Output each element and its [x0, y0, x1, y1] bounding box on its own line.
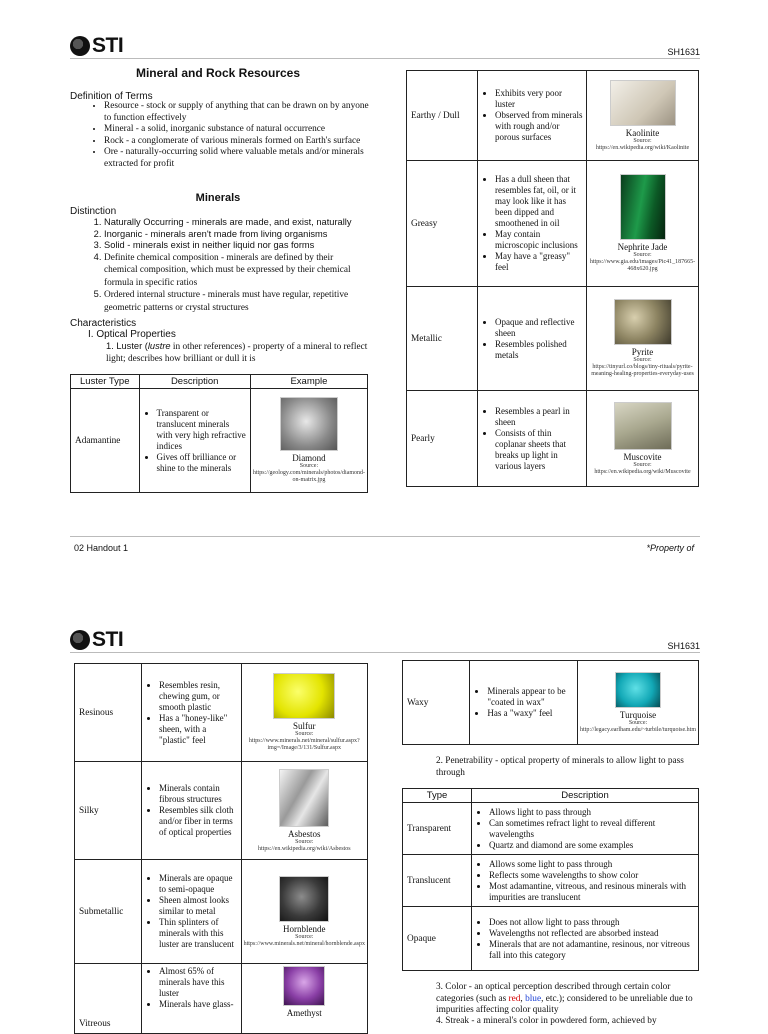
desc-item: • Most adamantine, vitreous, and resinous minerals with impurities are translucent: [489, 881, 695, 903]
table-row: [407, 287, 699, 391]
desc-item: • Sheen almost looks similar to metal: [159, 895, 238, 917]
asbestos-image: [279, 769, 329, 827]
luster-pre: 1. Luster (: [106, 341, 148, 351]
distinction-list: [70, 217, 368, 314]
source-label: Source:: [633, 137, 652, 144]
desc-item: • Does not allow light to pass through: [489, 917, 695, 928]
definition-heading: Definition of Terms: [70, 91, 153, 102]
luster-type: Greasy: [407, 161, 478, 287]
source-label: Source:: [628, 719, 648, 726]
luster-desc: [139, 389, 250, 493]
luster-desc: [142, 964, 242, 1034]
luster-italic: lustre: [147, 341, 171, 351]
luster-post: in other references) - property of a mineral to reflect light; describes how brilliant or dull it is: [106, 342, 368, 364]
table-row: [403, 907, 699, 971]
desc-item: • Transparent or translucent minerals with very high refractive indices: [157, 408, 247, 452]
source-url: https://www.minerals.net/mineral/hornblende.aspx: [243, 940, 365, 947]
source-label: Source:: [633, 357, 652, 363]
desc-item: • May contain microscopic inclusions: [495, 229, 583, 251]
penetrability-table: [402, 788, 699, 971]
table-row: [403, 855, 699, 907]
distinction-text: Definite chemical composition - minerals are defined by their chemical composition, which must be expressed by their chemical formula in specific ratios: [104, 252, 351, 288]
desc-item: • Resembles a pearl in sheen: [495, 406, 583, 428]
source-url: https://en.wikipedia.org/wiki/Muscovite: [594, 468, 691, 475]
streak-text: 4. Streak - a mineral's color in powdered form, achieved by: [436, 1016, 657, 1026]
kaolinite-image: [610, 80, 676, 126]
luster-type: Earthy / Dull: [407, 71, 478, 161]
source-url: https://tinyurl.co/blogs/tiny-rituals/pyrite-meaning-healing-properties-everyday-uses: [591, 364, 694, 377]
penetrability-type: Transparent: [403, 803, 472, 855]
sti-globe-icon: [70, 36, 90, 56]
distinction-item: [104, 217, 368, 229]
table-row: [75, 664, 368, 762]
table-row: [75, 762, 368, 860]
desc-item: • Minerals that are not adamantine, resinous, nor vitreous fall into this category: [489, 939, 695, 961]
col-luster-type: Luster Type: [71, 375, 140, 389]
col-type: Type: [403, 789, 472, 803]
source-url: http://legacy.earlham.edu/~turbile/turquoise.htm: [580, 726, 696, 733]
logo-text: STI: [92, 34, 124, 57]
penetrability-desc: [472, 907, 699, 971]
distinction-text: Solid - minerals exist in neither liquid nor gas forms: [104, 240, 315, 250]
luster-definition: [106, 341, 368, 365]
definition-item: • Rock - a conglomerate of various minerals formed on Earth's surface: [104, 136, 370, 148]
luster-desc: [142, 664, 242, 762]
desc-item: • Consists of thin coplanar sheets that breaks up light in various layers: [495, 428, 583, 472]
example-cell: [241, 860, 367, 964]
sti-globe-icon: [70, 630, 90, 650]
color-mid: ,: [520, 993, 526, 1004]
document-code: SH1631: [667, 641, 700, 651]
source-url: https://en.wikipedia.org/wiki/Asbestos: [258, 845, 351, 852]
optical-label: I. Optical Properties: [88, 329, 176, 340]
color-red-word: red: [508, 993, 521, 1004]
desc-item: • Observed from minerals with rough and/or porous surfaces: [495, 110, 583, 143]
mineral-name: Kaolinite: [625, 127, 660, 138]
source-label: Source:: [633, 252, 652, 258]
desc-item: • Minerals have glass-: [159, 999, 238, 1010]
example-cell: [587, 71, 699, 161]
distinction-item: [104, 240, 368, 252]
col-description: Description: [472, 789, 699, 803]
luster-desc: [142, 860, 242, 964]
example-cell: [587, 287, 699, 391]
table-row: [75, 860, 368, 964]
mineral-name: Diamond: [292, 453, 326, 463]
color-post: , etc.); considered to be unreliable due to impurities affecting color quality: [436, 993, 693, 1015]
header-rule: [70, 58, 700, 59]
source-url: https://www.minerals.net/mineral/sulfur.aspx?img=/Image/3/131/Sulfur.aspx: [248, 738, 360, 751]
amethyst-image: [283, 966, 325, 1006]
luster-desc: [478, 287, 587, 391]
source-url: https://en.wikipedia.org/wiki/Kaolinite: [595, 144, 690, 151]
example-cell: [241, 762, 367, 860]
distinction-item: [104, 289, 368, 314]
footer-right: *Property of: [646, 543, 694, 553]
logo-text: STI: [92, 628, 124, 651]
luster-desc: [470, 661, 578, 745]
mineral-name: Sulfur: [293, 721, 316, 731]
hornblende-image: [279, 876, 329, 922]
desc-item: • Resembles resin, chewing gum, or smooth plastic: [159, 680, 238, 713]
distinction-item: [104, 229, 368, 241]
definition-item: • Mineral - a solid, inorganic substance of natural occurrence: [104, 124, 370, 136]
distinction-item: [104, 252, 368, 290]
turquoise-image: [615, 672, 661, 708]
mineral-name: Amethyst: [286, 1008, 322, 1018]
col-description: Description: [139, 375, 250, 389]
source-label: Source:: [295, 838, 314, 845]
example-cell: [587, 161, 699, 287]
table-row: [71, 389, 368, 493]
mineral-name: Hornblende: [283, 923, 326, 934]
table-row: [403, 803, 699, 855]
desc-item: • Allows some light to pass through: [489, 859, 695, 870]
desc-item: • Has a "honey-like" sheen, with a "plastic" feel: [159, 713, 238, 746]
muscovite-image: [614, 402, 672, 450]
definitions-list: [70, 101, 370, 170]
footer-rule: [70, 536, 700, 537]
luster-type: Submetallic: [75, 860, 142, 964]
desc-item: • Exhibits very poor luster: [495, 88, 583, 110]
source-url: https://www.gia.edu/images/Pic41_187665-468x620.jpg: [589, 259, 696, 272]
desc-item: • Wavelengths not reflected are absorbed instead: [489, 928, 695, 939]
col-example: Example: [250, 375, 367, 389]
sulfur-image: [273, 673, 335, 719]
luster-table-continued: [74, 663, 368, 1034]
table-row: [407, 391, 699, 487]
penetrability-desc: [472, 855, 699, 907]
luster-type: Waxy: [403, 661, 470, 745]
color-pre: 3. Color - an optical perception described through certain color categories (such as: [436, 982, 671, 1004]
distinction-text: Inorganic - minerals aren't made from living organisms: [104, 228, 328, 239]
diamond-image: [280, 397, 338, 451]
desc-item: • Resembles polished metals: [495, 339, 583, 361]
page-title: Mineral and Rock Resources: [135, 66, 301, 80]
luster-type: Metallic: [407, 287, 478, 391]
desc-item: • Can sometimes refract light to reveal different wavelengths: [489, 818, 695, 840]
definition-item: • Resource - stock or supply of anything that can be drawn on by anyone to function effectively: [104, 101, 370, 124]
footer-left: 02 Handout 1: [74, 543, 129, 553]
penetrability-desc: [472, 803, 699, 855]
table-row: [407, 161, 699, 287]
luster-desc: [142, 762, 242, 860]
desc-item: • Gives off brilliance or shine to the minerals: [157, 452, 247, 474]
penetrability-type: Translucent: [403, 855, 472, 907]
desc-item: • Opaque and reflective sheen: [495, 317, 583, 339]
mineral-name: Pyrite: [631, 347, 654, 357]
nephrite-jade-image: [620, 174, 666, 240]
luster-type: Pearly: [407, 391, 478, 487]
example-cell: [578, 661, 699, 745]
mineral-name: Muscovite: [623, 451, 662, 462]
luster-type: Vitreous: [75, 964, 142, 1034]
desc-item: • Allows light to pass through: [489, 807, 695, 818]
document-code: SH1631: [667, 47, 700, 57]
luster-type: Resinous: [75, 664, 142, 762]
luster-desc: [478, 71, 587, 161]
desc-item: • Resembles silk cloth and/or fiber in terms of optical properties: [159, 805, 238, 838]
source-label: Source:: [299, 463, 319, 469]
characteristics-label: Characteristics: [70, 318, 137, 329]
desc-item: • Minerals are opaque to semi-opaque: [159, 873, 238, 895]
desc-item: • Minerals contain fibrous structures: [159, 783, 238, 805]
color-text: [436, 982, 700, 1017]
source-label: Source:: [295, 731, 314, 737]
desc-item: • Minerals appear to be "coated in wax": [487, 686, 574, 708]
sti-logo: [70, 34, 123, 58]
luster-table-continued: [406, 70, 699, 487]
example-cell: [250, 389, 367, 493]
mineral-name: Nephrite Jade: [617, 242, 668, 252]
mineral-name: Asbestos: [288, 828, 321, 839]
desc-item: • May have a "greasy" feel: [495, 251, 583, 273]
distinction-text: Naturally Occurring - minerals are made, and exist, naturally: [104, 217, 352, 227]
header-rule: [70, 652, 700, 653]
luster-type: Adamantine: [71, 389, 140, 493]
mineral-name: Turquoise: [619, 709, 657, 720]
source-label: Source:: [295, 933, 314, 940]
source-label: Source:: [633, 461, 652, 468]
pyrite-image: [614, 299, 672, 345]
example-cell: [241, 964, 367, 1034]
example-cell: [587, 391, 699, 487]
penetrability-type: Opaque: [403, 907, 472, 971]
penetrability-text: 2. Penetrability - optical property of minerals to allow light to pass through: [436, 756, 684, 778]
minerals-heading: Minerals: [195, 192, 241, 204]
example-cell: [241, 664, 367, 762]
distinction-label: Distinction: [70, 206, 117, 217]
source-url: https://geology.com/minerals/photos/diamond-on-matrix.jpg: [252, 470, 365, 483]
color-blue-word: blue: [525, 993, 542, 1004]
luster-table: [70, 374, 368, 493]
desc-item: • Quartz and diamond are some examples: [489, 840, 695, 851]
table-row: [407, 71, 699, 161]
desc-item: • Thin splinters of minerals with this luster are translucent: [159, 917, 238, 950]
desc-item: • Almost 65% of minerals have this luster: [159, 966, 238, 999]
desc-item: • Has a "waxy" feel: [487, 708, 574, 719]
table-row: [75, 964, 368, 1034]
definition-item: • Ore - naturally-occurring solid where valuable metals and/or minerals extracted for profit: [104, 147, 370, 170]
waxy-table: [402, 660, 699, 745]
distinction-text: Ordered internal structure - minerals must have regular, repetitive geometric patterns or crystal structures: [104, 290, 349, 313]
desc-item: • Reflects some wavelengths to show color: [489, 870, 695, 881]
table-row: [403, 661, 699, 745]
luster-desc: [478, 161, 587, 287]
luster-type: Silky: [75, 762, 142, 860]
desc-item: • Has a dull sheen that resembles fat, oil, or it may look like it has been dipped and smoothened in oil: [495, 174, 583, 229]
sti-logo: [70, 628, 123, 652]
luster-desc: [478, 391, 587, 487]
